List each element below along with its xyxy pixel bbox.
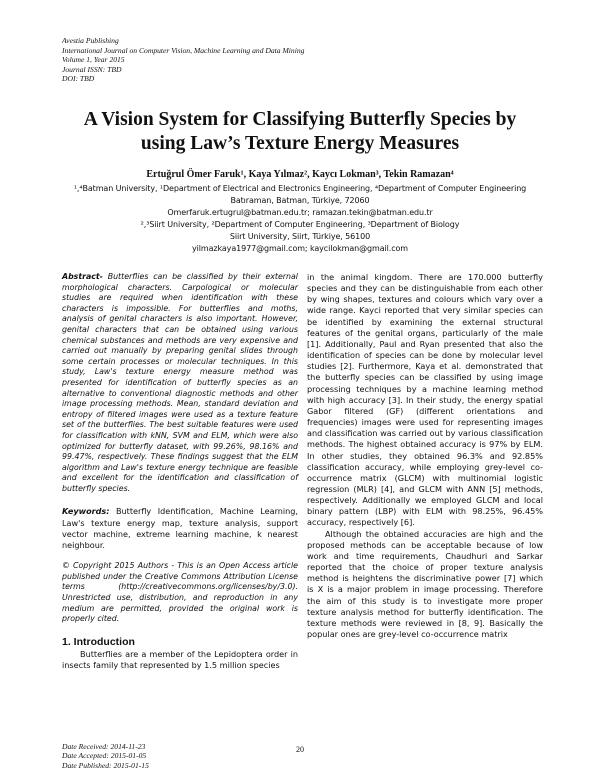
introduction-paragraph-2: Although the obtained accuracies are high and the proposed methods can be acceptable because of low work and time requirements, Chaudhuri and Sarkar reported that the choice of proper texture analysis method is heightens the discriminative power [7] which is X is a major problem in image processing. Therefore the aim of this study is to investigate more proper texture analysis method for butterfly identification. The texture methods were reviewed in [8, 9]. Basically the popular ones are grey-level co-occurrence matrix — [307, 528, 543, 639]
keywords-text: Butterfly Identification, Machine Learning, Law's texture energy map, texture analysis, support vector machine, extreme learning machine, k nearest neighbour. — [62, 506, 298, 551]
keywords-label: Keywords: — [62, 506, 110, 517]
left-column — [62, 272, 298, 671]
date-published: Date Published: 2015-01-15 — [62, 760, 149, 770]
abstract-text: Butterflies can be classified by their external morphological characters. Carpological or molecular studies are required when identification with these characters is impossible. For butterflies and moths, analysis of genital characters is also important. However, genital characters that can be obtained using various chemical substances and methods are very expensive and carried out manually by preparing genital slides through some certain processes or molecular techniques. In this study, Law's texture energy measure method was presented for identification of butterfly species as an alternative to conventional diagnostic methods and other image processing methods. Mean, standard deviation and entropy of filtered images were used as a texture feature set of the butterflies. The best suitable features were used for classification with kNN, SVM and ELM, which were also optimized for butterfly dataset, with 99.26%, 98.16% and 99.47%, respectively. These findings suggest that the ELM algorithm and Law's texture energy technique are feasible and excellent for the identification and classification of butterfly species. — [62, 272, 298, 493]
publisher-name: Avestia Publishing — [62, 36, 119, 45]
journal-header — [62, 36, 482, 84]
date-accepted: Date Accepted: 2015-01-05 — [62, 751, 147, 761]
abstract-label: Abstract- — [62, 272, 103, 281]
keywords — [62, 506, 298, 551]
page-number: 20 — [296, 745, 304, 754]
journal-issn: Journal ISSN: TBD — [62, 64, 122, 74]
paper-title-line-2: using Law’s Texture Energy Measures — [140, 133, 460, 154]
author-list: Ertuğrul Ömer Faruk¹, Kaya Yılmaz², Kaycı Lokman³, Tekin Ramazan⁴ — [146, 169, 454, 180]
affiliation-line: Siirt University, Siirt, Türkiye, 56100 — [229, 232, 371, 241]
paper-title-line-1: A Vision System for Classifying Butterfly Species by — [83, 109, 517, 130]
introduction-paragraph: Butterflies are a member of the Lepidoptera order in insects family that represented by 1.5 million species — [62, 648, 298, 670]
abstract — [62, 272, 298, 494]
introduction-paragraph-continued: in the animal kingdom. There are 170.000 butterfly species and they can be distinguishable from each other by wing shapes, textures and colours which vary over a wide range. Kayci reported that very similar species can be identified by examining the external structural features of the genital organs, particularly of the male [1]. Additionally, Paul and Ryan presented that also the identification of species can be done by molecular level studies [2]. Furthermore, Kaya et al. demonstrated that the butterfly species can be classified by using image processing techniques by a machine learning method with high accuracy [3]. In their study, the energy spatial Gabor filtered (GF) (different orientations and frequencies) images were used for representing images and classification was carried out by various classification methods. The highest obtained accuracy is 97% by ELM. In other studies, they obtained 96.3% and 92.85% classification accuracy, while employing grey-level co-occurrence matrix (GLCM) with multinomial logistic regression (MLR) [4], and GLCM with ANN [5] methods, respectively. Additionally we employed GLCM and local binary pattern (LBP) with ELM with 98.25%, 96.45% accuracy, respectively [6]. — [307, 272, 543, 528]
right-column — [307, 272, 543, 640]
section-heading-introduction: 1. Introduction — [62, 635, 135, 648]
affiliation-line: ¹,⁴Batman University, ¹Department of Electrical and Electronics Engineering, ⁴Department of Computer Engineering — [73, 184, 527, 193]
affiliation-line: Batıraman, Batman, Türkiye, 72060 — [230, 196, 370, 205]
copyright-notice: © Copyright 2015 Authors - This is an Open Access article published under the Creative Commons Attribution License terms (http://creativecommons.org/licenses/by/3.0). Unrestricted use, distribution, and reproduction in any medium are permitted, provided the original work is properly cited. — [62, 561, 298, 624]
affiliations — [40, 183, 560, 255]
footer-dates — [62, 742, 149, 770]
affiliation-email: yilmazkaya1977@gmail.com; kaycilokman@gmail.com — [192, 244, 408, 253]
journal-volume: Volume 1, Year 2015 — [62, 55, 125, 65]
affiliation-email: Omerfaruk.ertugrul@batman.edu.tr; ramazan.tekin@batman.edu.tr — [167, 208, 433, 217]
journal-doi: DOI: TBD — [62, 74, 95, 84]
paper-title — [40, 108, 560, 156]
affiliation-line: ²,³Siirt University, ²Department of Computer Engineering, ³Department of Biology — [140, 220, 460, 229]
journal-name: International Journal on Computer Vision, Machine Learning and Data Mining — [62, 45, 305, 55]
date-received: Date Received: 2014-11-23 — [62, 742, 146, 751]
